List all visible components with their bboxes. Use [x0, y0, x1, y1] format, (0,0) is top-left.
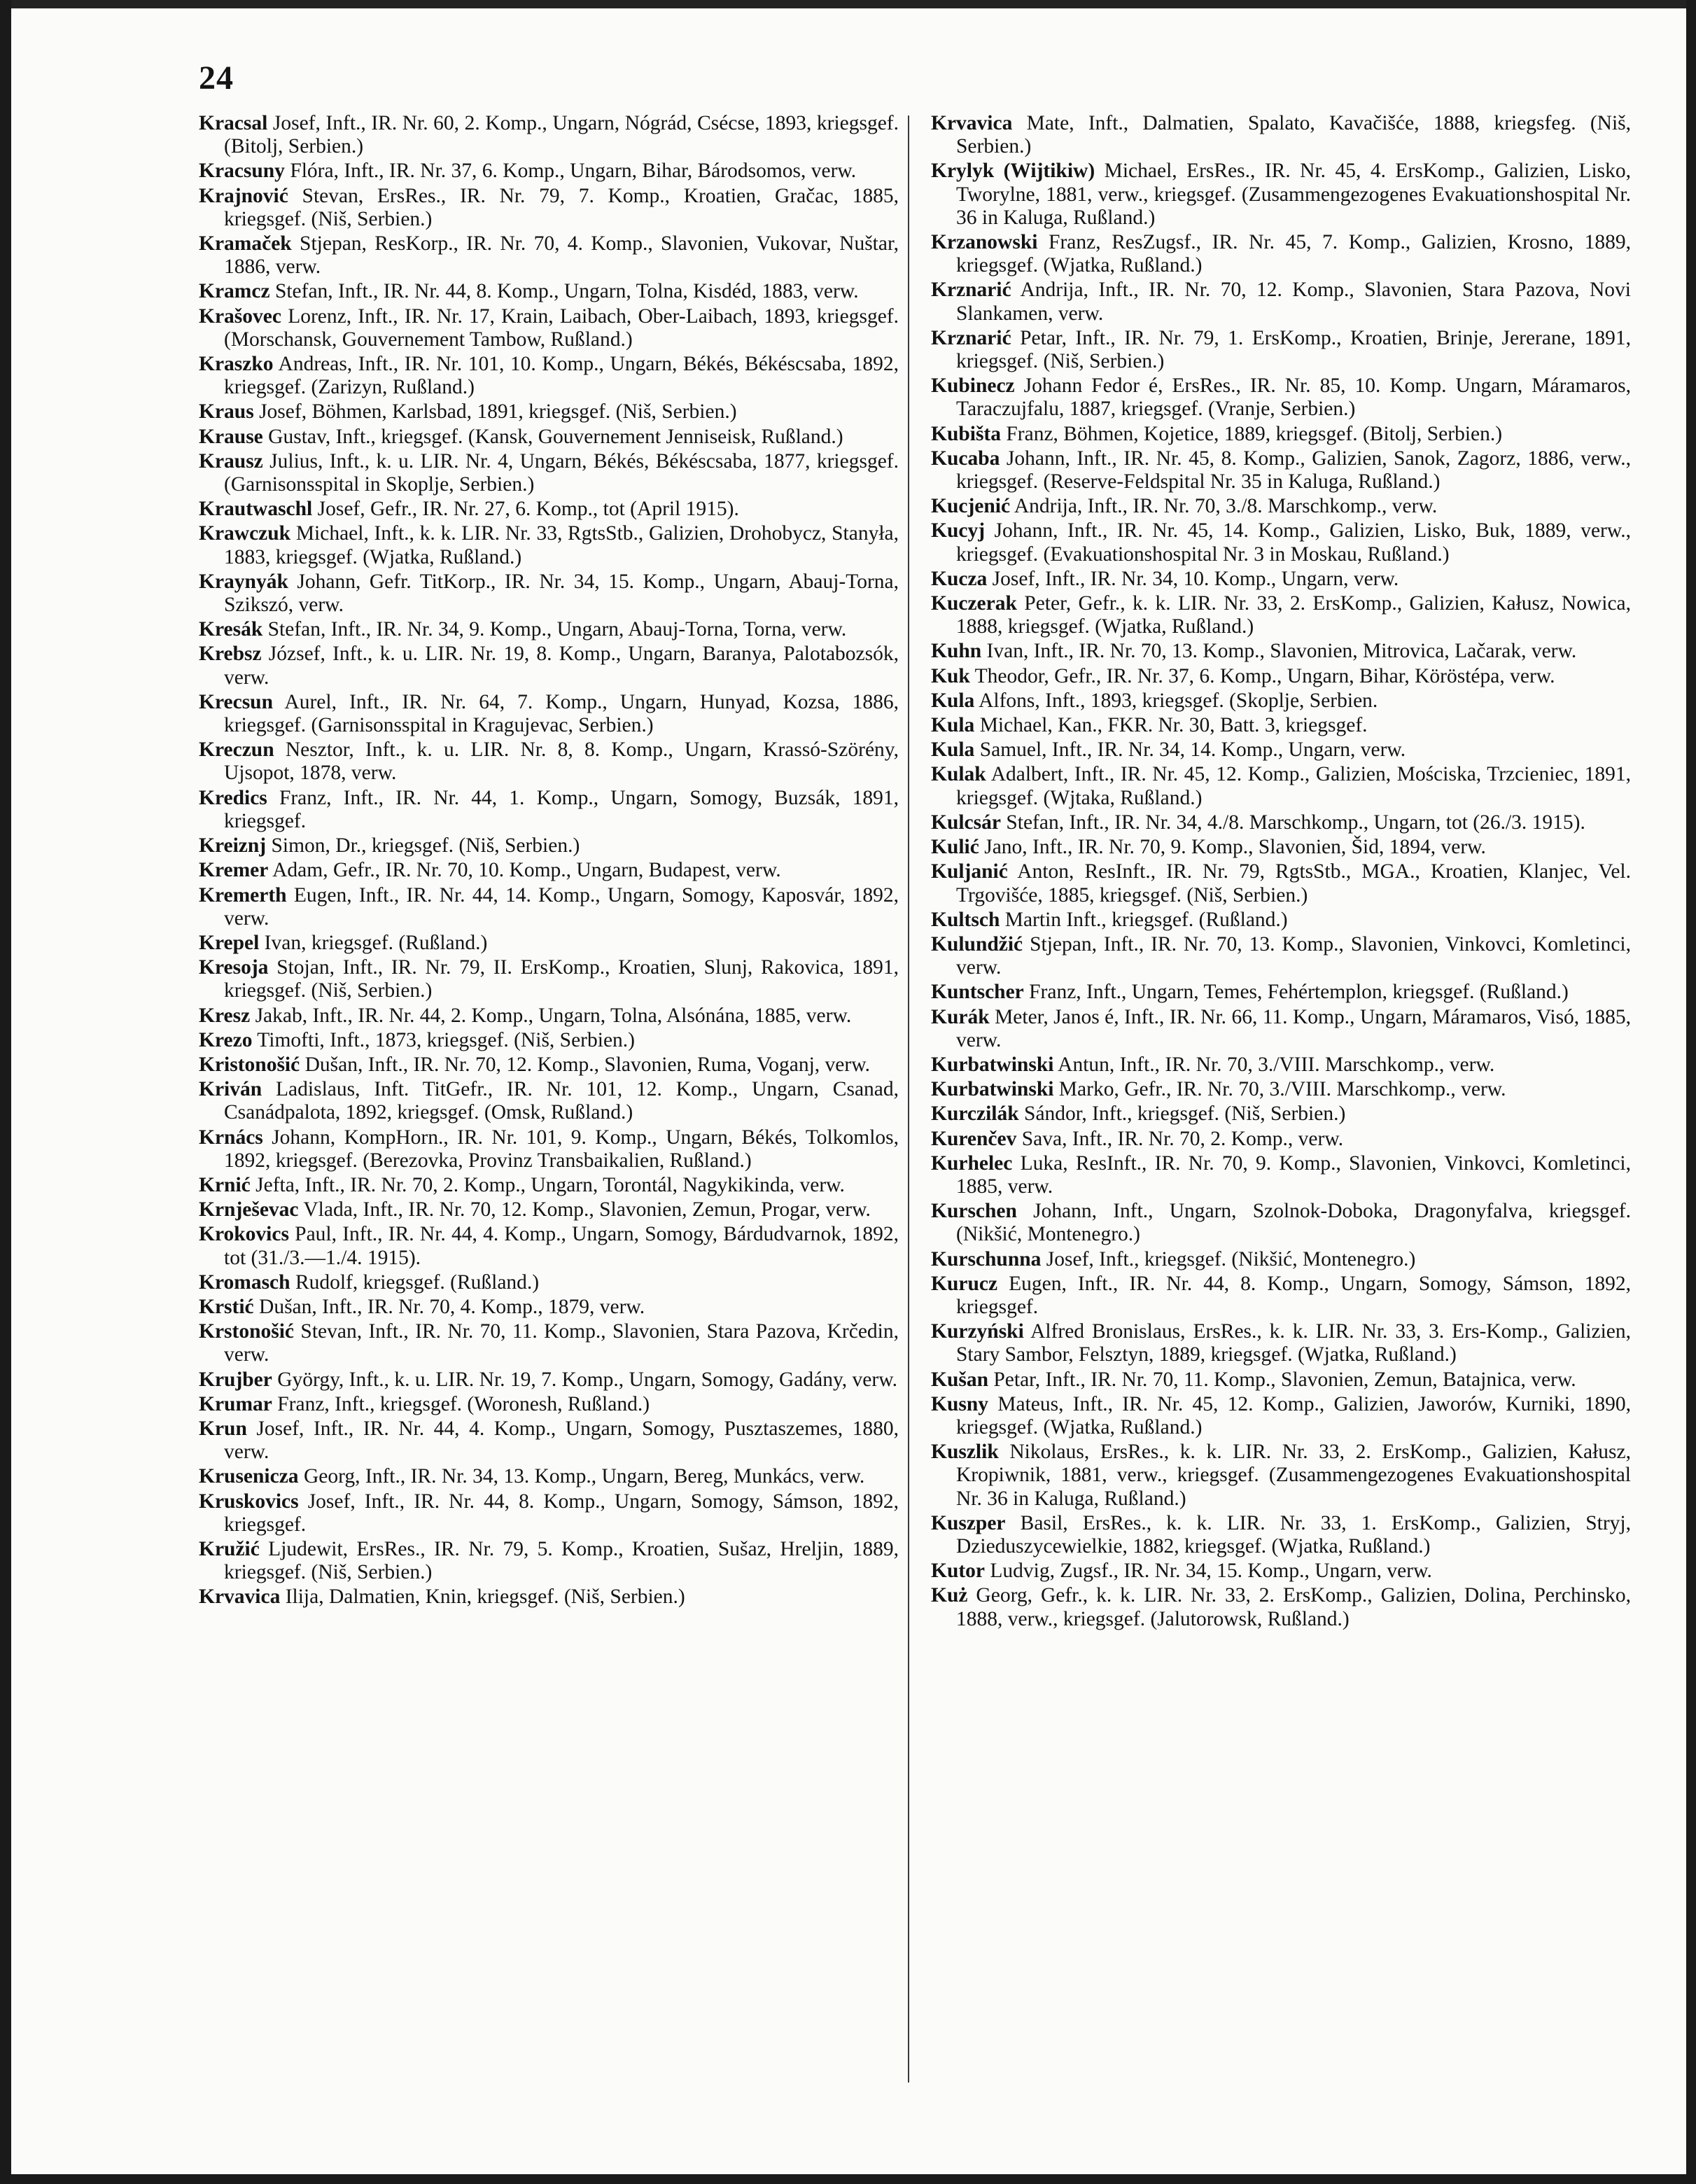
- entry-surname: Kuszlik: [931, 1441, 999, 1464]
- list-entry: [199, 1174, 899, 1197]
- entry-surname: Krznarić: [931, 279, 1011, 302]
- entry-surname: Kurschen: [931, 1200, 1017, 1223]
- entry-details: Johann, Inft., Ungarn, Szolnok-Doboka, Dragonyfalva, kriegsgef. (Nikšić, Montenegro.): [956, 1200, 1631, 1246]
- list-entry: [931, 160, 1631, 230]
- entry-surname: Krausz: [199, 449, 263, 472]
- entry-surname: Krzanowski: [931, 231, 1038, 254]
- entry-details: Lorenz, Inft., IR. Nr. 17, Krain, Laibach, Ober-Laibach, 1893, kriegsgef. (Morschansk, Gouvernement Tambow, Rußland.): [224, 304, 899, 351]
- entry-details: Meter, Janos é, Inft., IR. Nr. 66, 11. Komp., Ungarn, Máramaros, Visó, 1885, verw.: [956, 1005, 1632, 1051]
- entry-surname: Kulundžić: [931, 932, 1023, 955]
- list-entry: [931, 640, 1631, 663]
- list-entry: [199, 1393, 899, 1416]
- entry-details: Rudolf, kriegsgef. (Rußland.): [295, 1270, 540, 1294]
- entry-surname: Kutor: [931, 1560, 986, 1583]
- entry-surname: Kracsuny: [199, 160, 285, 183]
- entry-details: Flóra, Inft., IR. Nr. 37, 6. Komp., Ungarn, Bihar, Bárodsomos, verw.: [290, 160, 857, 183]
- entry-surname: Krnács: [199, 1126, 263, 1149]
- entry-details: Petar, Inft., IR. Nr. 70, 11. Komp., Slavonien, Zemun, Batajnica, verw.: [993, 1368, 1576, 1391]
- entry-surname: Krvavica: [931, 112, 1013, 134]
- entry-details: Dušan, Inft., IR. Nr. 70, 12. Komp., Slavonien, Ruma, Voganj, verw.: [304, 1053, 870, 1076]
- list-entry: [199, 232, 899, 279]
- entry-details: Ivan, Inft., IR. Nr. 70, 13. Komp., Slavonien, Mitrovica, Lačarak, verw.: [986, 640, 1577, 663]
- entry-details: Franz, Inft., Ungarn, Temes, Fehértemplon, kriegsgef. (Rußland.): [1029, 981, 1569, 1004]
- list-entry: [199, 691, 899, 737]
- list-entry: [199, 1029, 899, 1052]
- list-entry: [931, 495, 1631, 518]
- list-entry: [931, 690, 1631, 713]
- entry-surname: Kredics: [199, 786, 267, 809]
- list-entry: [199, 450, 899, 496]
- entry-details: Franz, Böhmen, Kojetice, 1889, kriegsgef. (Bitolj, Serbien.): [1006, 422, 1503, 445]
- entry-surname: Kusny: [931, 1392, 988, 1415]
- entry-details: Ilija, Dalmatien, Knin, kriegsgef. (Niš, Serbien.): [285, 1586, 685, 1609]
- entry-surname: Kurbatwinski: [931, 1078, 1054, 1101]
- entry-details: Aurel, Inft., IR. Nr. 64, 7. Komp., Ungarn, Hunyad, Kozsa, 1886, kriegsgef. (Garnisonsspital in Kragujevac, Serbien.): [224, 690, 899, 737]
- entry-details: Ivan, kriegsgef. (Rußland.): [264, 931, 488, 954]
- entry-surname: Kuhn: [931, 640, 982, 663]
- scan-edge-top: [0, 0, 1696, 8]
- entry-details: Josef, Böhmen, Karlsbad, 1891, kriegsgef. (Niš, Serbien.): [259, 400, 737, 424]
- entry-details: Paul, Inft., IR. Nr. 44, 4. Komp., Ungarn, Somogy, Bárdudvarnok, 1892, tot (31./3.—1./4. 1915).: [224, 1223, 899, 1269]
- entry-details: Julius, Inft., k. u. LIR. Nr. 4, Ungarn, Békés, Békéscsaba, 1877, kriegsgef. (Garnisonsspital in Skoplje, Serbien.): [224, 449, 899, 496]
- entry-details: Nikolaus, ErsRes., k. k. LIR. Nr. 33, 2. ErsKomp., Galizien, Kałusz, Kropiwnik, 1881, verw., kriegsgef. (Zusammengezogenes Evakuationshospital Nr. 36 in Kaluga, Rußland.): [956, 1441, 1632, 1510]
- list-entry: [199, 1126, 899, 1172]
- entry-surname: Kurucz: [931, 1272, 998, 1295]
- entry-surname: Kresoja: [199, 956, 269, 979]
- entry-details: Andreas, Inft., IR. Nr. 101, 10. Komp., Ungarn, Békés, Békéscsaba, 1892, kriegsgef. (Zarizyn, Rußland.): [224, 353, 899, 399]
- entry-surname: Kuljanić: [931, 860, 1008, 883]
- list-entry: [199, 1054, 899, 1077]
- entry-details: Franz, ResZugsf., IR. Nr. 45, 7. Komp., Galizien, Krosno, 1889, kriegsgef. (Wjatka, Rußland.): [956, 231, 1631, 277]
- entry-details: Georg, Gefr., k. k. LIR. Nr. 33, 2. ErsKomp., Galizien, Dolina, Perchinsko, 1888, verw., kriegsgef. (Jalutorowsk, Rußland.): [956, 1584, 1631, 1630]
- entry-surname: Kušan: [931, 1368, 988, 1391]
- entry-surname: Kucaba: [931, 447, 1000, 470]
- entry-details: Peter, Gefr., k. k. LIR. Nr. 33, 2. ErsKomp., Galizien, Kałusz, Nowica, 1888, kriegsgef. (Wjatka, Rußland.): [956, 592, 1632, 638]
- list-entry: [931, 860, 1631, 906]
- list-entry: [931, 1393, 1631, 1439]
- entry-surname: Kurschunna: [931, 1247, 1042, 1270]
- entry-details: Simon, Dr., kriegsgef. (Niš, Serbien.): [271, 834, 580, 858]
- list-entry: [931, 1006, 1631, 1052]
- list-entry: [931, 1320, 1631, 1366]
- list-entry: [931, 714, 1631, 737]
- entry-details: Alfons, Inft., 1893, kriegsgef. (Skoplje, Serbien.: [979, 689, 1378, 712]
- list-entry: [199, 1465, 899, 1488]
- list-entry: [199, 305, 899, 351]
- entry-surname: Kucjenić: [931, 495, 1011, 518]
- entry-surname: Kula: [931, 714, 975, 737]
- entry-surname: Kurenčev: [931, 1127, 1017, 1150]
- entry-details: Michael, ErsRes., IR. Nr. 45, 4. ErsKomp., Galizien, Lisko, Tworylne, 1881, verw., kriegsgef. (Zusammengezogenes Evakuationshospital Nr. 36 in Kaluga, Rußland.): [956, 160, 1632, 229]
- entry-details: Marko, Gefr., IR. Nr. 70, 3./VIII. Marschkomp., verw.: [1058, 1078, 1506, 1101]
- entry-details: Johann, KompHorn., IR. Nr. 101, 9. Komp., Ungarn, Békés, Tolkomlos, 1892, kriegsgef. (Berezovka, Provinz Transbaikalien, Rußland.): [224, 1126, 899, 1172]
- entry-surname: Kuszper: [931, 1511, 1006, 1534]
- list-entry: [931, 279, 1631, 325]
- entry-surname: Kruskovics: [199, 1490, 299, 1513]
- list-entry: [931, 1200, 1631, 1246]
- entry-details: Josef, Inft., IR. Nr. 60, 2. Komp., Ungarn, Nógrád, Csécse, 1893, kriegsgef. (Bitolj, Serbien.): [224, 112, 899, 158]
- entry-details: Adam, Gefr., IR. Nr. 70, 10. Komp., Ungarn, Budapest, verw.: [272, 859, 781, 882]
- list-entry: [199, 643, 899, 689]
- left-column: [199, 112, 899, 1611]
- entry-details: Adalbert, Inft., IR. Nr. 45, 12. Komp., Galizien, Mościska, Trzcieniec, 1891, kriegsgef. (Wjtaka, Rußland.): [956, 763, 1632, 809]
- entry-details: Josef, Inft., IR. Nr. 34, 10. Komp., Ungarn, verw.: [992, 567, 1399, 590]
- list-entry: [199, 1320, 899, 1366]
- entry-details: Andrija, Inft., IR. Nr. 70, 12. Komp., Slavonien, Stara Pazova, Novi Slankamen, verw.: [956, 279, 1631, 325]
- list-entry: [931, 374, 1631, 421]
- list-entry: [199, 956, 899, 1002]
- entry-details: Georg, Inft., IR. Nr. 34, 13. Komp., Ungarn, Bereg, Munkács, verw.: [303, 1465, 865, 1488]
- entry-surname: Kucyj: [931, 519, 986, 542]
- entry-surname: Kresák: [199, 618, 263, 641]
- entry-surname: Krašovec: [199, 304, 281, 328]
- entry-surname: Kracsal: [199, 112, 268, 134]
- list-entry: [199, 859, 899, 882]
- list-entry: [199, 884, 899, 930]
- list-entry: [199, 185, 899, 231]
- list-entry: [931, 327, 1631, 373]
- list-entry: [199, 1586, 899, 1609]
- entry-details: Andrija, Inft., IR. Nr. 70, 3./8. Marschkomp., verw.: [1014, 495, 1438, 518]
- entry-details: Mate, Inft., Dalmatien, Spalato, Kavačišće, 1888, kriegsfeg. (Niš, Serbien.): [956, 112, 1632, 158]
- entry-details: Franz, Inft., IR. Nr. 44, 1. Komp., Ungarn, Somogy, Buzsák, 1891, kriegsgef.: [224, 786, 899, 832]
- list-entry: [931, 1078, 1631, 1101]
- entry-details: Michael, Inft., k. k. LIR. Nr. 33, RgtsStb., Galizien, Drohobycz, Stanyła, 1883, kriegsgef. (Wjatka, Rußland.): [224, 522, 899, 568]
- list-entry: [931, 592, 1631, 638]
- entry-surname: Kuk: [931, 664, 970, 687]
- entry-details: Mateus, Inft., IR. Nr. 45, 12. Komp., Galizien, Jaworów, Kurniki, 1890, kriegsgef. (Wjatka, Rußland.): [956, 1392, 1631, 1438]
- entry-surname: Krepel: [199, 931, 260, 954]
- entry-details: Josef, Gefr., IR. Nr. 27, 6. Komp., tot (April 1915).: [317, 498, 739, 521]
- entry-details: Johann, Inft., IR. Nr. 45, 8. Komp., Galizien, Sanok, Zagorz, 1886, verw., kriegsgef. (Reserve-Feldspital Nr. 35 in Kaluga, Rußland.): [956, 447, 1632, 493]
- entry-surname: Krokovics: [199, 1223, 289, 1246]
- entry-surname: Krujber: [199, 1368, 272, 1391]
- entry-surname: Kremer: [199, 859, 269, 882]
- entry-details: Stevan, Inft., IR. Nr. 70, 11. Komp., Slavonien, Stara Pazova, Krčedin, verw.: [224, 1320, 899, 1366]
- list-entry: [931, 665, 1631, 688]
- entry-details: Alfred Bronislaus, ErsRes., k. k. LIR. Nr. 33, 3. Ers-Komp., Galizien, Stary Sambor, Felsztyn, 1889, kriegsgef. (Wjatka, Rußland.): [956, 1320, 1631, 1366]
- entry-surname: Krautwaschl: [199, 498, 313, 521]
- entry-surname: Krusenicza: [199, 1465, 299, 1488]
- entry-surname: Kuż: [931, 1584, 968, 1607]
- right-column: [931, 112, 1631, 1632]
- page-number: 24: [199, 59, 234, 97]
- entry-surname: Kristonošić: [199, 1053, 300, 1076]
- entry-details: Stjepan, Inft., IR. Nr. 70, 13. Komp., Slavonien, Vinkovci, Komletinci, verw.: [956, 932, 1631, 979]
- list-entry: [931, 763, 1631, 809]
- entry-details: Sava, Inft., IR. Nr. 70, 2. Komp., verw.: [1021, 1127, 1344, 1150]
- list-entry: [199, 618, 899, 641]
- entry-details: Sándor, Inft., kriegsgef. (Niš, Serbien.): [1024, 1102, 1346, 1126]
- entry-surname: Kuntscher: [931, 981, 1024, 1004]
- list-entry: [199, 353, 899, 399]
- entry-surname: Kramcz: [199, 280, 270, 303]
- entry-surname: Kreczun: [199, 738, 274, 762]
- entry-surname: Kubinecz: [931, 374, 1015, 398]
- entry-details: Jano, Inft., IR. Nr. 70, 9. Komp., Slavonien, Šid, 1894, verw.: [984, 836, 1486, 859]
- list-entry: [931, 1273, 1631, 1319]
- entry-surname: Krstić: [199, 1295, 254, 1318]
- entry-details: Ludvig, Zugsf., IR. Nr. 34, 15. Komp., Ungarn, verw.: [990, 1560, 1432, 1583]
- entry-surname: Krun: [199, 1417, 247, 1440]
- entry-details: György, Inft., k. u. LIR. Nr. 19, 7. Komp., Ungarn, Somogy, Gadány, verw.: [277, 1368, 897, 1391]
- entry-details: Eugen, Inft., IR. Nr. 44, 8. Komp., Ungarn, Somogy, Sámson, 1892, kriegsgef.: [956, 1272, 1632, 1318]
- entry-details: Ladislaus, Inft. TitGefr., IR. Nr. 101, 12. Komp., Ungarn, Csanad, Csanádpalota, 1892, kriegsgef. (Omsk, Rußland.): [224, 1078, 899, 1124]
- entry-details: Dušan, Inft., IR. Nr. 70, 4. Komp., 1879, verw.: [259, 1295, 645, 1318]
- list-entry: [931, 1368, 1631, 1392]
- entry-surname: Krebsz: [199, 643, 262, 666]
- entry-surname: Krznarić: [931, 326, 1011, 349]
- column-divider: [908, 115, 909, 2082]
- list-entry: [199, 787, 899, 833]
- list-entry: [931, 112, 1631, 158]
- list-entry: [931, 1054, 1631, 1077]
- entry-details: Stefan, Inft., IR. Nr. 34, 9. Komp., Ungarn, Abauj-Torna, Torna, verw.: [267, 618, 847, 641]
- entry-details: Johann, Gefr. TitKorp., IR. Nr. 34, 15. Komp., Ungarn, Abauj-Torna, Szikszó, verw.: [224, 570, 899, 617]
- list-entry: [931, 1102, 1631, 1126]
- entry-details: Stjepan, ResKorp., IR. Nr. 70, 4. Komp., Slavonien, Vukovar, Nuštar, 1886, verw.: [224, 232, 899, 279]
- entry-surname: Kulak: [931, 763, 986, 786]
- entry-surname: Krylyk (Wijtikiw): [931, 160, 1095, 183]
- list-entry: [199, 834, 899, 858]
- list-entry: [931, 981, 1631, 1004]
- list-entry: [199, 1490, 899, 1536]
- entry-details: Theodor, Gefr., IR. Nr. 37, 6. Komp., Ungarn, Bihar, Köröstépa, verw.: [974, 664, 1555, 687]
- entry-details: Josef, Inft., IR. Nr. 44, 8. Komp., Ungarn, Somogy, Sámson, 1892, kriegsgef.: [224, 1490, 899, 1536]
- list-entry: [931, 933, 1631, 979]
- entry-details: Vlada, Inft., IR. Nr. 70, 12. Komp., Slavonien, Zemun, Progar, verw.: [303, 1198, 871, 1222]
- list-entry: [931, 1584, 1631, 1630]
- entry-details: Stefan, Inft., IR. Nr. 44, 8. Komp., Ungarn, Tolna, Kisdéd, 1883, verw.: [274, 280, 859, 303]
- list-entry: [931, 738, 1631, 762]
- list-entry: [931, 1512, 1631, 1558]
- entry-surname: Krnić: [199, 1173, 251, 1196]
- entry-surname: Kula: [931, 738, 975, 762]
- entry-surname: Krause: [199, 425, 263, 448]
- list-entry: [931, 836, 1631, 859]
- list-entry: [199, 498, 899, 521]
- list-entry: [199, 112, 899, 158]
- list-entry: [199, 1004, 899, 1028]
- entry-details: Martin Inft., kriegsgef. (Rußland.): [1004, 908, 1288, 931]
- entry-surname: Kružić: [199, 1537, 260, 1560]
- entry-details: Anton, ResInft., IR. Nr. 79, RgtsStb., MGA., Kroatien, Klanjec, Vel. Trgovišće, 1885, kriegsgef. (Niš, Serbien.): [956, 860, 1631, 906]
- entry-surname: Krumar: [199, 1392, 272, 1415]
- entry-details: Luka, ResInft., IR. Nr. 70, 9. Komp., Slavonien, Vinkovci, Komletinci, 1885, verw.: [956, 1152, 1631, 1198]
- list-entry: [931, 1248, 1631, 1271]
- list-entry: [199, 570, 899, 617]
- entry-surname: Krajnović: [199, 184, 288, 207]
- entry-surname: Kurhelec: [931, 1152, 1013, 1175]
- list-entry: [931, 1560, 1631, 1583]
- entry-surname: Kula: [931, 689, 975, 712]
- entry-surname: Kremerth: [199, 883, 287, 906]
- list-entry: [199, 426, 899, 449]
- list-entry: [199, 1296, 899, 1319]
- scan-edge-left: [0, 0, 11, 2184]
- entry-details: Petar, Inft., IR. Nr. 79, 1. ErsKomp., Kroatien, Brinje, Jererane, 1891, kriegsgef. (Niš, Serbien.): [956, 326, 1632, 373]
- list-entry: [199, 932, 899, 955]
- entry-details: Stefan, Inft., IR. Nr. 34, 4./8. Marschkomp., Ungarn, tot (26./3. 1915).: [1006, 811, 1585, 834]
- entry-surname: Kraszko: [199, 353, 274, 376]
- entry-details: Michael, Kan., FKR. Nr. 30, Batt. 3, kriegsgef.: [979, 714, 1368, 737]
- list-entry: [931, 519, 1631, 566]
- list-entry: [931, 811, 1631, 834]
- entry-surname: Krecsun: [199, 690, 273, 713]
- entry-details: József, Inft., k. u. LIR. Nr. 19, 8. Komp., Ungarn, Baranya, Palotabozsók, verw.: [224, 643, 899, 689]
- entry-surname: Kurczilák: [931, 1102, 1019, 1126]
- list-entry: [931, 447, 1631, 493]
- entry-details: Stojan, Inft., IR. Nr. 79, II. ErsKomp., Kroatien, Slunj, Rakovica, 1891, kriegsgef. (Niš, Serbien.): [224, 956, 899, 1002]
- entry-surname: Kriván: [199, 1078, 262, 1101]
- entry-details: Jakab, Inft., IR. Nr. 44, 2. Komp., Ungarn, Tolna, Alsónána, 1885, verw.: [255, 1004, 852, 1027]
- entry-details: Basil, ErsRes., k. k. LIR. Nr. 33, 1. ErsKomp., Galizien, Stryj, Dzieduszycewielkie, 1882, kriegsgef. (Wjatka, Rußland.): [956, 1511, 1632, 1558]
- entry-surname: Krnješevac: [199, 1198, 299, 1222]
- list-entry: [199, 1418, 899, 1464]
- entry-details: Franz, Inft., kriegsgef. (Woronesh, Rußland.): [277, 1392, 650, 1415]
- list-entry: [931, 1128, 1631, 1151]
- entry-surname: Krvavica: [199, 1586, 281, 1609]
- entry-details: Stevan, ErsRes., IR. Nr. 79, 7. Komp., Kroatien, Gračac, 1885, kriegsgef. (Niš, Serbien.): [224, 184, 899, 230]
- entry-details: Johann Fedor é, ErsRes., IR. Nr. 85, 10. Komp. Ungarn, Máramaros, Taraczujfalu, 1887, kriegsgef. (Vranje, Serbien.): [956, 374, 1631, 421]
- list-entry: [931, 1441, 1631, 1511]
- scan-edge-bottom: [0, 2174, 1696, 2184]
- entry-surname: Kultsch: [931, 908, 1000, 931]
- entry-surname: Krstonošić: [199, 1320, 295, 1343]
- entry-surname: Kulić: [931, 836, 979, 859]
- entry-surname: Kuczerak: [931, 592, 1017, 615]
- entry-details: Ljudewit, ErsRes., IR. Nr. 79, 5. Komp., Kroatien, Sušaz, Hreljin, 1889, kriegsgef. (Niš, Serbien.): [224, 1537, 899, 1584]
- entry-details: Gustav, Inft., kriegsgef. (Kansk, Gouvernement Jenniseisk, Rußland.): [268, 425, 843, 448]
- entry-surname: Kulcsár: [931, 811, 1001, 834]
- entry-details: Jefta, Inft., IR. Nr. 70, 2. Komp., Ungarn, Torontál, Nagykikinda, verw.: [255, 1173, 845, 1196]
- entry-surname: Kraus: [199, 400, 254, 424]
- list-entry: [199, 280, 899, 303]
- list-entry: [931, 1152, 1631, 1198]
- entry-details: Josef, Inft., kriegsgef. (Nikšić, Montenegro.): [1046, 1247, 1416, 1270]
- entry-surname: Kresz: [199, 1004, 251, 1027]
- list-entry: [931, 909, 1631, 932]
- entry-surname: Kubišta: [931, 422, 1002, 445]
- entry-surname: Kurák: [931, 1005, 990, 1028]
- entry-details: Eugen, Inft., IR. Nr. 44, 14. Komp., Ungarn, Somogy, Kaposvár, 1892, verw.: [224, 883, 899, 930]
- list-entry: [199, 160, 899, 183]
- list-entry: [199, 400, 899, 424]
- scan-edge-right: [1686, 0, 1696, 2184]
- entry-surname: Kramaček: [199, 232, 292, 255]
- entry-details: Nesztor, Inft., k. u. LIR. Nr. 8, 8. Komp., Ungarn, Krassó-Szörény, Ujsopot, 1878, verw.: [224, 738, 899, 785]
- entry-surname: Kromasch: [199, 1270, 290, 1294]
- list-entry: [199, 1271, 899, 1294]
- entry-surname: Krezo: [199, 1028, 253, 1051]
- entry-surname: Kurbatwinski: [931, 1053, 1054, 1076]
- entry-details: Timofti, Inft., 1873, kriegsgef. (Niš, Serbien.): [257, 1028, 635, 1051]
- entry-details: Josef, Inft., IR. Nr. 44, 4. Komp., Ungarn, Somogy, Pusztaszemes, 1880, verw.: [224, 1417, 899, 1464]
- list-entry: [199, 1078, 899, 1124]
- entry-details: Johann, Inft., IR. Nr. 45, 14. Komp., Galizien, Lisko, Buk, 1889, verw., kriegsgef. (Evakuationshospital Nr. 3 in Moskau, Rußland.): [956, 519, 1631, 566]
- list-entry: [931, 568, 1631, 591]
- entry-surname: Krawczuk: [199, 522, 291, 545]
- list-entry: [931, 231, 1631, 277]
- entry-surname: Kurzyński: [931, 1320, 1024, 1343]
- entry-surname: Kreiznj: [199, 834, 267, 858]
- list-entry: [199, 522, 899, 568]
- list-entry: [199, 1198, 899, 1222]
- list-entry: [199, 1223, 899, 1269]
- entry-details: Samuel, Inft., IR. Nr. 34, 14. Komp., Ungarn, verw.: [979, 738, 1406, 762]
- list-entry: [199, 1368, 899, 1392]
- entry-details: Antun, Inft., IR. Nr. 70, 3./VIII. Marschkomp., verw.: [1058, 1053, 1495, 1076]
- entry-surname: Kucza: [931, 567, 988, 590]
- list-entry: [931, 423, 1631, 446]
- entry-surname: Kraynyák: [199, 570, 288, 593]
- list-entry: [199, 738, 899, 785]
- list-entry: [199, 1538, 899, 1584]
